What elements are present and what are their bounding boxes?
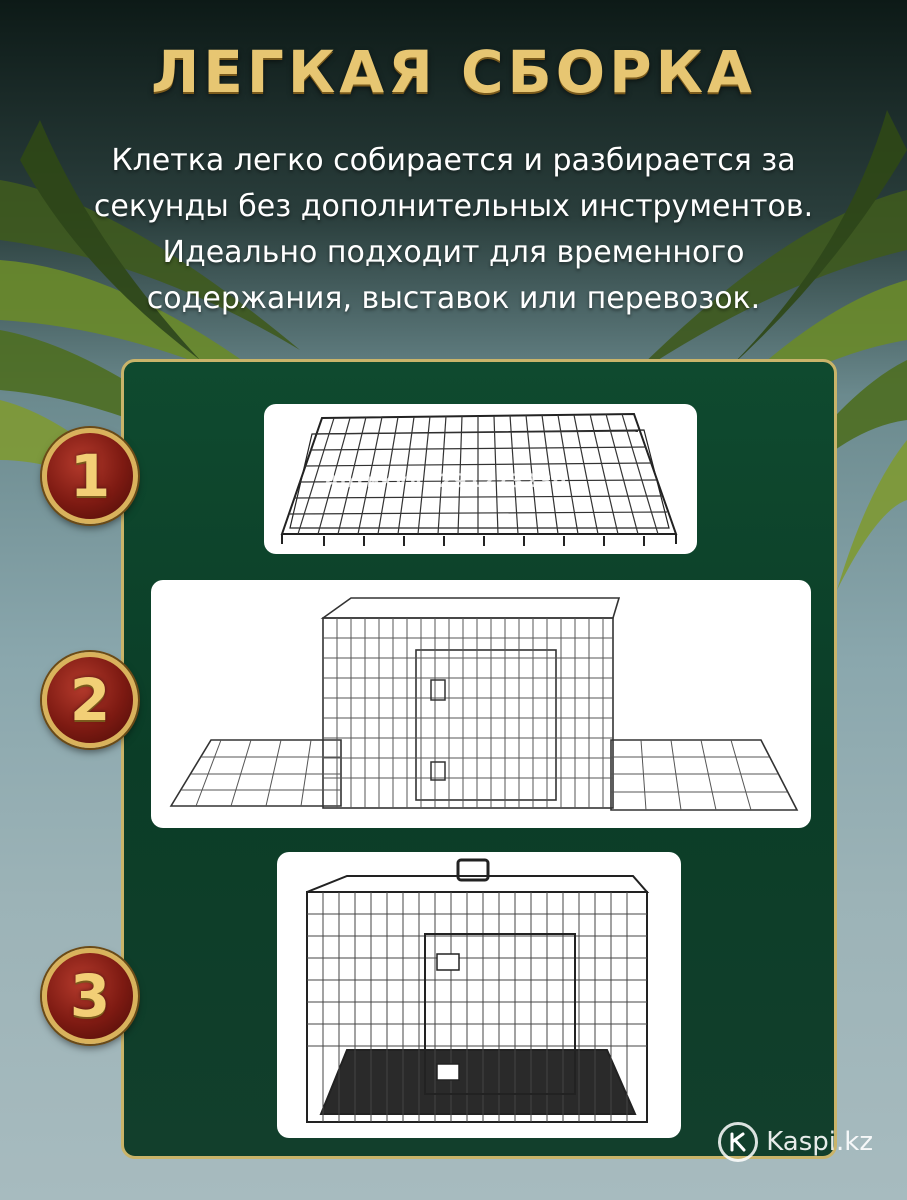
description — [60, 138, 847, 322]
step-3-badge — [42, 948, 138, 1044]
step-2-photo — [151, 580, 811, 828]
assembled-cage-icon — [277, 852, 681, 1138]
step-number: 2 — [69, 666, 111, 734]
step-1-badge — [42, 428, 138, 524]
step-3-photo — [277, 852, 681, 1138]
description-line: Идеально подходит для временного — [162, 235, 745, 270]
step-1-photo — [264, 404, 697, 554]
description-line: Клетка легко собирается и разбирается за — [111, 143, 796, 178]
step-number: 1 — [69, 442, 111, 510]
step-2-badge — [42, 652, 138, 748]
description-line: секунды без дополнительных инструментов. — [93, 189, 814, 224]
article-watermark: Артикул: 291273230 — [324, 470, 568, 492]
page-title: ЛЕГКАЯ СБОРКА — [151, 38, 756, 106]
description-line: содержания, выставок или перевозок. — [146, 281, 761, 316]
unfolding-cage-icon — [151, 580, 811, 828]
kaspi-watermark — [718, 1122, 873, 1162]
step-number: 3 — [69, 962, 111, 1030]
kaspi-brand: Kaspi.kz — [766, 1127, 873, 1157]
kaspi-logo-icon — [718, 1122, 758, 1162]
